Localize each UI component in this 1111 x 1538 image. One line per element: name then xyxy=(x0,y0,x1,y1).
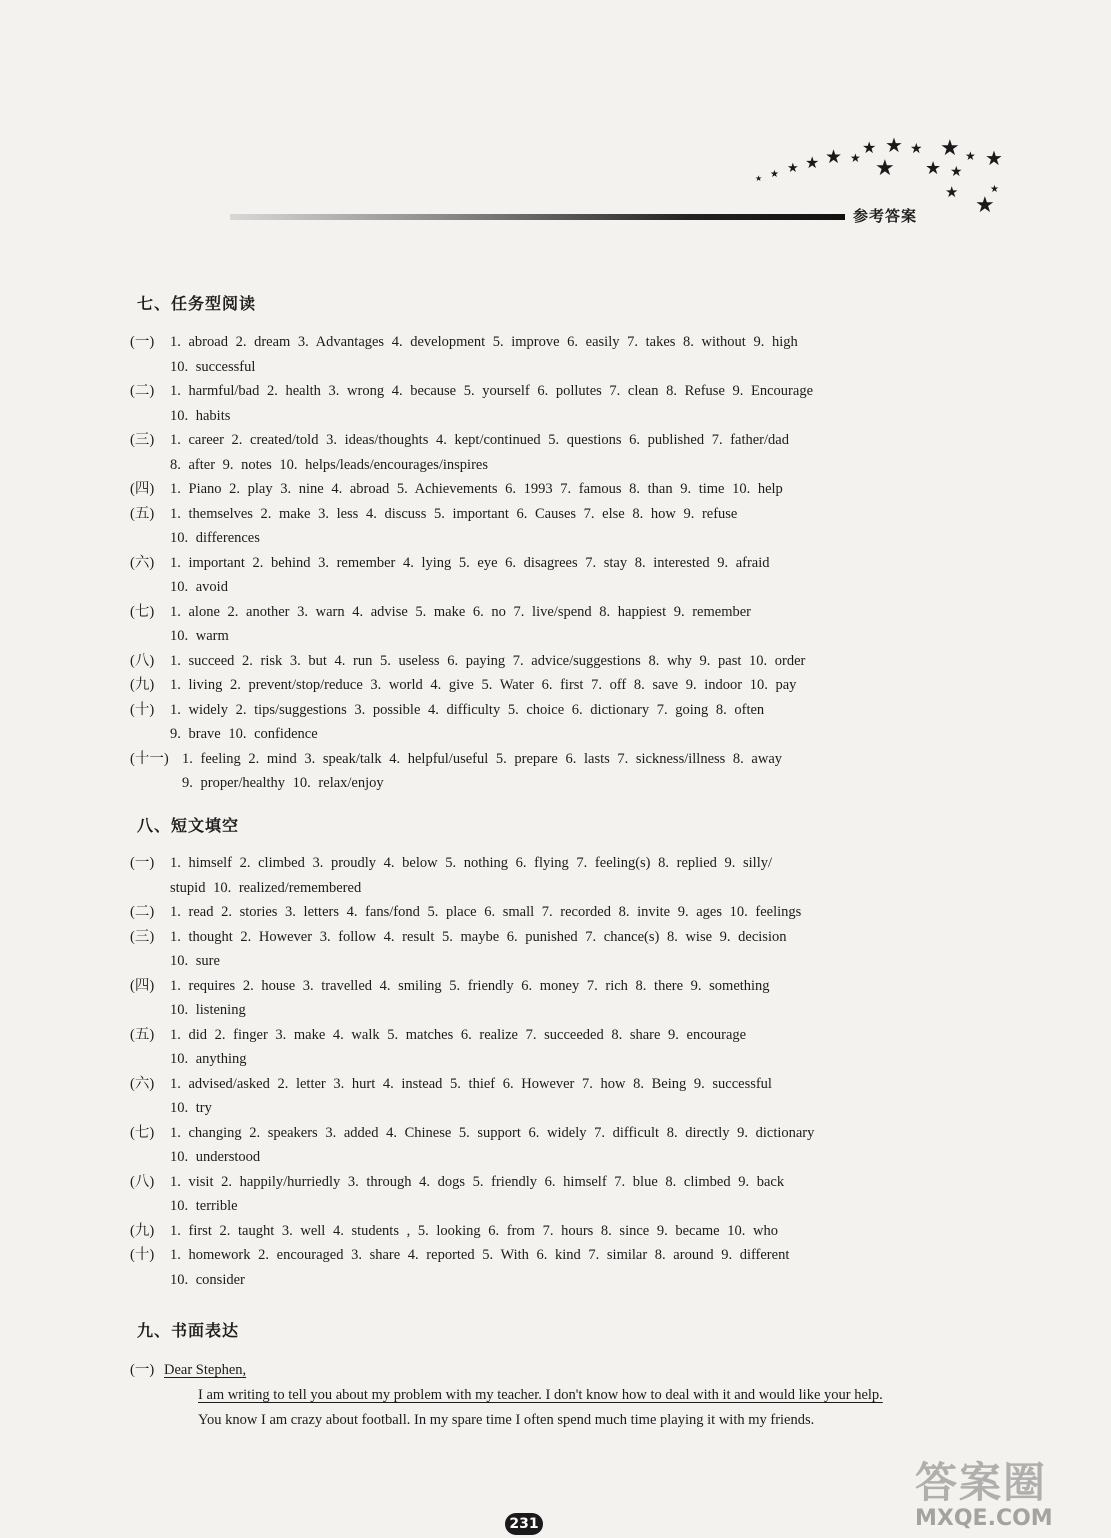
answer-row xyxy=(130,698,960,723)
section-title: 七、任务型阅读 xyxy=(137,294,257,313)
answer-text: 1. himself 2. climbed 3. proudly 4. below 5. nothing 6. flying 7. feeling(s) 8. replied 9. silly/ xyxy=(170,855,773,871)
item-label: (一) xyxy=(130,855,155,871)
answer-row xyxy=(130,355,960,380)
answer-text: 1. themselves 2. make 3. less 4. discuss 5. important 6. Causes 7. else 8. how 9. refuse xyxy=(170,505,738,522)
item-label: (十一) xyxy=(130,750,169,767)
star-icon: ★ xyxy=(862,138,877,157)
item-label: (三) xyxy=(130,432,155,448)
answer-row xyxy=(130,526,960,551)
answer-row xyxy=(130,747,960,772)
answer-text: 9. proper/healthy 10. relax/enjoy xyxy=(182,775,384,791)
answer-row xyxy=(130,1072,960,1097)
item-label: (七) xyxy=(130,1124,155,1141)
answer-text: 1. succeed 2. risk 3. but 4. run 5. useless 6. paying 7. advice/suggestions 8. why 9. past 10. order xyxy=(170,652,806,669)
answer-row xyxy=(130,851,960,876)
answer-text: 1. widely 2. tips/suggestions 3. possible 4. difficulty 5. choice 6. dictionary 7. going 8. often xyxy=(170,701,765,718)
answer-text: 10. consider xyxy=(170,1271,245,1288)
item-label: (六) xyxy=(130,554,155,571)
item-label: (八) xyxy=(130,652,155,669)
answer-row xyxy=(130,379,960,404)
star-icon: ★ xyxy=(940,136,960,161)
answer-row xyxy=(130,575,960,600)
answer-text: 1. career 2. created/told 3. ideas/thoughts 4. kept/continued 5. questions 6. published 7. father/dad xyxy=(170,432,789,448)
answer-text: 10. understood xyxy=(170,1149,261,1165)
star-icon: ★ xyxy=(925,158,942,179)
item-label: (四) xyxy=(130,977,155,994)
item-label: (六) xyxy=(130,1075,155,1092)
item-label: (九) xyxy=(130,1222,155,1239)
answer-row xyxy=(130,330,960,355)
answer-text: 1. first 2. taught 3. well 4. students , 5. looking 6. from 7. hours 8. since 9. became 10. who xyxy=(170,1222,778,1239)
item-label: (五) xyxy=(130,505,155,522)
star-icon: ★ xyxy=(825,146,843,168)
answer-row xyxy=(130,502,960,527)
answer-row xyxy=(130,1170,960,1195)
answer-row xyxy=(130,453,960,478)
page-header xyxy=(230,205,960,233)
answer-text: 10. habits xyxy=(170,407,231,424)
page-number: 231 xyxy=(505,1513,543,1535)
answer-text: 9. brave 10. confidence xyxy=(170,726,318,742)
answer-text: 10. successful xyxy=(170,358,256,375)
answer-text: 1. alone 2. another 3. warn 4. advise 5. make 6. no 7. live/spend 8. happiest 9. remember xyxy=(170,603,752,620)
answer-row xyxy=(130,477,960,502)
answer-text: 1. visit 2. happily/hurriedly 3. through 4. dogs 5. friendly 6. himself 7. blue 8. climbed 9. back xyxy=(170,1173,785,1190)
star-icon: ★ xyxy=(885,133,903,157)
answer-row xyxy=(130,925,960,950)
answer-text: 10. try xyxy=(170,1100,212,1116)
answer-text: 10. anything xyxy=(170,1051,247,1067)
answer-list-task-reading xyxy=(130,330,960,796)
watermark-logo: 答案圈 xyxy=(915,1458,1048,1507)
answer-row xyxy=(130,998,960,1023)
answer-text: 1. thought 2. However 3. follow 4. result 5. maybe 6. punished 7. chance(s) 8. wise 9. decision xyxy=(170,928,787,945)
answer-row xyxy=(130,771,960,796)
paragraph-1: I am writing to tell you about my problem with my teacher. I don't know how to deal with it and would like your help. xyxy=(198,1387,883,1403)
salutation: Dear Stephen, xyxy=(164,1362,247,1378)
answer-text: 1. advised/asked 2. letter 3. hurt 4. instead 5. thief 6. However 7. how 8. Being 9. successful xyxy=(170,1075,772,1092)
answer-row xyxy=(130,1268,960,1293)
answer-text: 1. abroad 2. dream 3. Advantages 4. development 5. improve 6. easily 7. takes 8. without 9. high xyxy=(170,334,798,350)
answer-text: 1. feeling 2. mind 3. speak/talk 4. helpful/useful 5. prepare 6. lasts 7. sickness/illness 8. away xyxy=(182,750,783,767)
answer-row xyxy=(130,624,960,649)
answer-row xyxy=(130,649,960,674)
item-label: (四) xyxy=(130,481,155,497)
star-icon: ★ xyxy=(850,151,861,165)
star-icon: ★ xyxy=(975,193,995,218)
item-label: (一) xyxy=(130,334,155,350)
answer-text: 1. read 2. stories 3. letters 4. fans/fond 5. place 6. small 7. recorded 8. invite 9. ages 10. feelings xyxy=(170,904,802,920)
watermark-url: MXQE.COM xyxy=(915,1506,1053,1531)
item-label: (三) xyxy=(130,928,155,945)
answer-text: 1. Piano 2. play 3. nine 4. abroad 5. Achievements 6. 1993 7. famous 8. than 9. time 10. help xyxy=(170,481,783,497)
star-icon: ★ xyxy=(990,184,999,195)
answer-row xyxy=(130,1145,960,1170)
writing-answer xyxy=(130,1358,960,1433)
item-label: (二) xyxy=(130,904,155,920)
answer-row xyxy=(130,551,960,576)
answer-text: 10. sure xyxy=(170,953,220,969)
answer-text: 1. living 2. prevent/stop/reduce 3. world 4. give 5. Water 6. first 7. off 8. save 9. indoor 10. pay xyxy=(170,677,797,693)
answer-row xyxy=(130,1096,960,1121)
answer-text: 10. warm xyxy=(170,628,229,644)
answer-row xyxy=(130,1023,960,1048)
answer-row xyxy=(130,1121,960,1146)
section-title: 八、短文填空 xyxy=(137,816,240,835)
star-icon: ★ xyxy=(755,174,763,183)
star-icon: ★ xyxy=(875,156,895,181)
header-title: 参考答案 xyxy=(853,207,918,225)
answer-row xyxy=(130,673,960,698)
answer-row xyxy=(130,876,960,901)
answer-text: 1. harmful/bad 2. health 3. wrong 4. because 5. yourself 6. pollutes 7. clean 8. Refuse 9. Encourage xyxy=(170,383,814,399)
section-title: 九、书面表达 xyxy=(137,1321,240,1340)
star-icon: ★ xyxy=(945,183,959,201)
answer-row xyxy=(130,428,960,453)
answer-row xyxy=(130,974,960,999)
answer-text: 10. listening xyxy=(170,1002,246,1018)
item-label: (十) xyxy=(130,1247,155,1263)
item-label: (九) xyxy=(130,677,155,693)
star-icon: ★ xyxy=(910,141,923,157)
item-label: (一) xyxy=(130,1362,155,1378)
answer-text: 1. requires 2. house 3. travelled 4. smiling 5. friendly 6. money 7. rich 8. there 9. something xyxy=(170,977,770,994)
answer-row xyxy=(130,600,960,625)
answer-text: stupid 10. realized/remembered xyxy=(170,879,362,896)
answer-row xyxy=(130,722,960,747)
answer-list-cloze xyxy=(130,851,960,1292)
item-label: (七) xyxy=(130,603,155,620)
answer-text: 1. important 2. behind 3. remember 4. lying 5. eye 6. disagrees 7. stay 8. interested 9. afraid xyxy=(170,554,770,571)
answer-text: 1. homework 2. encouraged 3. share 4. reported 5. With 6. kind 7. similar 8. around 9. different xyxy=(170,1247,790,1263)
item-label: (十) xyxy=(130,701,155,718)
answer-row xyxy=(130,1219,960,1244)
answer-text: 1. changing 2. speakers 3. added 4. Chinese 5. support 6. widely 7. difficult 8. directly 9. dictionary xyxy=(170,1124,815,1141)
answer-text: 10. avoid xyxy=(170,579,228,595)
star-icon: ★ xyxy=(805,153,820,172)
answer-text: 8. after 9. notes 10. helps/leads/encourages/inspires xyxy=(170,456,488,473)
star-icon: ★ xyxy=(965,149,976,163)
item-label: (八) xyxy=(130,1173,155,1190)
header-rule xyxy=(230,214,845,220)
answer-row xyxy=(130,900,960,925)
paragraph-2: You know I am crazy about football. In my spare time I often spend much time playing it with my friends. xyxy=(198,1412,815,1428)
star-icon: ★ xyxy=(985,146,1003,170)
answer-text: 10. differences xyxy=(170,530,260,546)
item-label: (二) xyxy=(130,383,155,399)
answer-row xyxy=(130,404,960,429)
answer-row xyxy=(130,1243,960,1268)
answer-row xyxy=(130,1047,960,1072)
answer-text: 10. terrible xyxy=(170,1198,238,1214)
answer-row xyxy=(130,949,960,974)
star-icon: ★ xyxy=(787,161,799,176)
answer-text: 1. did 2. finger 3. make 4. walk 5. matches 6. realize 7. succeeded 8. share 9. encourage xyxy=(170,1026,747,1043)
star-icon: ★ xyxy=(950,164,963,180)
answer-row xyxy=(130,1194,960,1219)
item-label: (五) xyxy=(130,1026,155,1043)
star-icon: ★ xyxy=(770,169,779,180)
watermark xyxy=(915,1450,1105,1530)
